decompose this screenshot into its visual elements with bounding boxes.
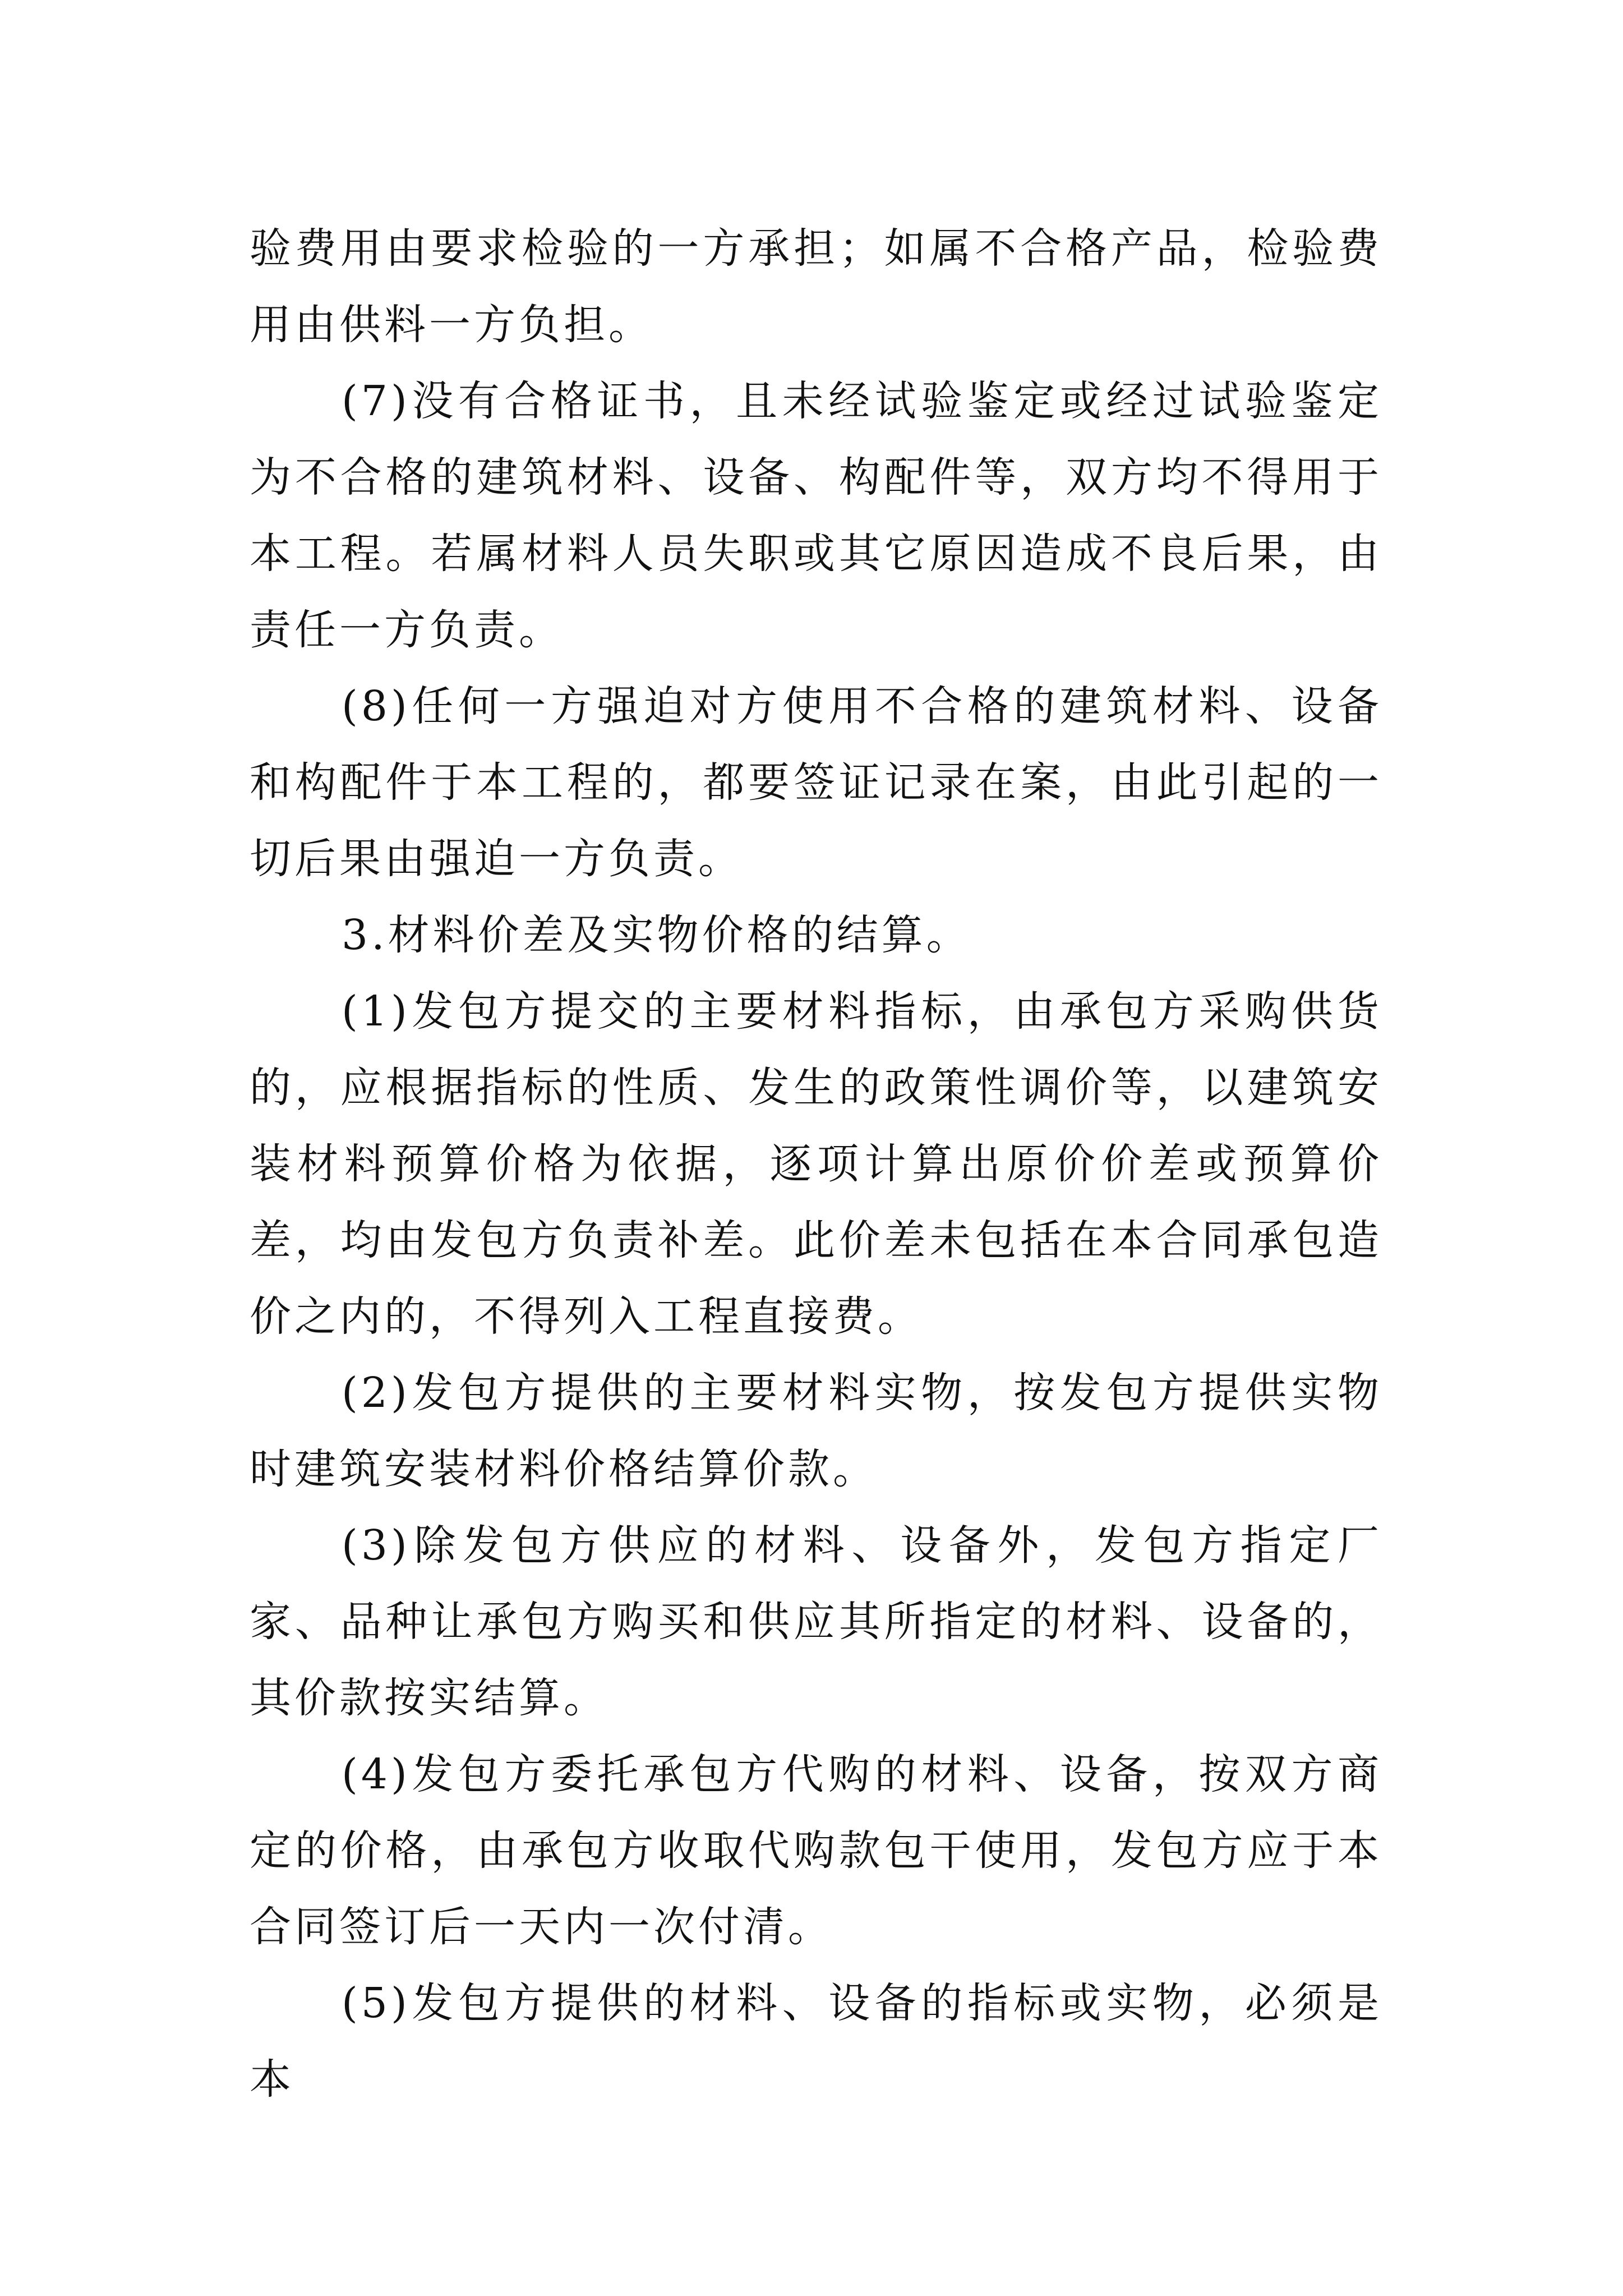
paragraph-clause-8: (8)任何一方强迫对方使用不合格的建筑材料、设备和构配件于本工程的，都要签证记录在案，由此引起的一切后果由强迫一方负责。 (250, 682, 1382, 883)
paragraph-inspection-fee-continued: 验费用由要求检验的一方承担；如属不合格产品，检验费用由供料一方负担。 (250, 224, 1382, 349)
paragraph-clause-5: (5)发包方提供的材料、设备的指标或实物，必须是本 (250, 1979, 1382, 2104)
paragraph-clause-3: (3)除发包方供应的材料、设备外，发包方指定厂家、品种让承包方购买和供应其所指定的材料、设备的，其价款按实结算。 (250, 1521, 1382, 1722)
paragraph-clause-2: (2)发包方提供的主要材料实物，按发包方提供实物时建筑安装材料价格结算价款。 (250, 1369, 1382, 1493)
paragraph-clause-7: (7)没有合格证书，且未经试验鉴定或经过试验鉴定为不合格的建筑材料、设备、构配件等，双方均不得用于本工程。若属材料人员失职或其它原因造成不良后果，由责任一方负责。 (250, 377, 1382, 654)
paragraph-clause-4: (4)发包方委托承包方代购的材料、设备，按双方商定的价格，由承包方收取代购款包干使用，发包方应于本合同签订后一天内一次付清。 (250, 1750, 1382, 1951)
document-body (250, 210, 1382, 2118)
paragraph-clause-1: (1)发包方提交的主要材料指标，由承包方采购供货的，应根据指标的性质、发生的政策性调价等，以建筑安装材料预算价格为依据，逐项计算出原价价差或预算价差，均由发包方负责补差。此价差未包括在本合同承包造价之内的，不得列入工程直接费。 (250, 987, 1382, 1341)
section-heading-3: 3.材料价差及实物价格的结算。 (342, 911, 971, 959)
